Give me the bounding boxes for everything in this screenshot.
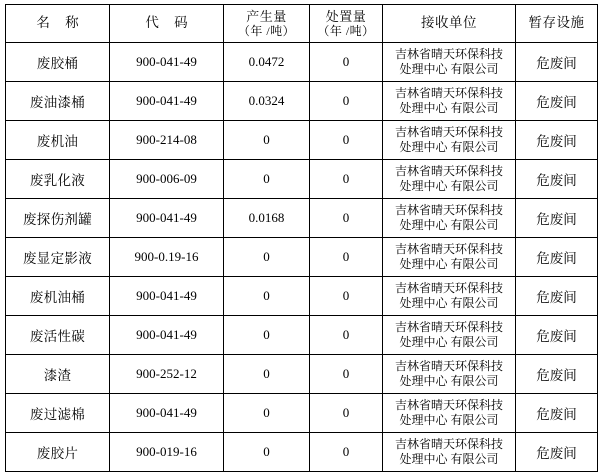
cell-generation-amount: 0 [224, 277, 310, 316]
cell-receiving-unit-line1: 吉林省晴天环保科技 [394, 320, 503, 334]
cell-receiving-unit [383, 43, 516, 82]
cell-receiving-unit-line2: 处理中心 有限公司 [399, 374, 499, 388]
cell-waste-code: 900-041-49 [110, 277, 224, 316]
cell-generation-amount: 0 [224, 160, 310, 199]
cell-receiving-unit-line1: 吉林省晴天环保科技 [394, 203, 503, 217]
cell-disposal-amount: 0 [310, 121, 383, 160]
cell-receiving-unit-line2: 处理中心 有限公司 [399, 101, 499, 115]
cell-receiving-unit-line1: 吉林省晴天环保科技 [394, 359, 503, 373]
column-header-receiving-unit: 接收单位 [383, 5, 516, 43]
cell-receiving-unit [383, 160, 516, 199]
cell-receiving-unit-line2: 处理中心 有限公司 [399, 62, 499, 76]
table-body [6, 43, 598, 472]
table-row [6, 43, 598, 82]
cell-generation-amount: 0 [224, 238, 310, 277]
cell-receiving-unit-line1: 吉林省晴天环保科技 [394, 281, 503, 295]
table-row [6, 82, 598, 121]
cell-storage-facility: 危废间 [516, 394, 598, 433]
cell-generation-amount: 0.0472 [224, 43, 310, 82]
column-header-generation [224, 5, 310, 43]
cell-receiving-unit-line2: 处理中心 有限公司 [399, 452, 499, 466]
cell-waste-name: 废机油 [6, 121, 110, 160]
cell-waste-code: 900-041-49 [110, 199, 224, 238]
table-row [6, 238, 598, 277]
cell-receiving-unit-line1: 吉林省晴天环保科技 [394, 398, 503, 412]
table-row [6, 160, 598, 199]
cell-waste-name: 废机油桶 [6, 277, 110, 316]
cell-storage-facility: 危废间 [516, 355, 598, 394]
cell-storage-facility: 危废间 [516, 316, 598, 355]
cell-storage-facility: 危废间 [516, 82, 598, 121]
cell-receiving-unit-line1: 吉林省晴天环保科技 [394, 47, 503, 61]
cell-waste-code: 900-214-08 [110, 121, 224, 160]
cell-storage-facility: 危废间 [516, 277, 598, 316]
cell-waste-code: 900-041-49 [110, 394, 224, 433]
table-row [6, 121, 598, 160]
cell-generation-amount: 0.0324 [224, 82, 310, 121]
cell-disposal-amount: 0 [310, 277, 383, 316]
column-header-code [110, 5, 224, 43]
column-header-disposal [310, 5, 383, 43]
cell-disposal-amount: 0 [310, 394, 383, 433]
cell-receiving-unit [383, 199, 516, 238]
cell-waste-name: 废活性碳 [6, 316, 110, 355]
table-row [6, 277, 598, 316]
table-header [6, 5, 598, 43]
column-header-name-label: 名 称 [36, 15, 85, 31]
cell-receiving-unit [383, 394, 516, 433]
document-page [0, 4, 602, 468]
cell-waste-name: 废胶桶 [6, 43, 110, 82]
cell-disposal-amount: 0 [310, 82, 383, 121]
column-header-code-label: 代 码 [145, 15, 194, 31]
column-header-name [6, 5, 110, 43]
cell-receiving-unit [383, 82, 516, 121]
table-row [6, 199, 598, 238]
cell-disposal-amount: 0 [310, 433, 383, 472]
cell-receiving-unit-line1: 吉林省晴天环保科技 [394, 86, 503, 100]
cell-waste-name: 废乳化液 [6, 160, 110, 199]
cell-generation-amount: 0 [224, 121, 310, 160]
cell-generation-amount: 0 [224, 394, 310, 433]
cell-waste-name: 废胶片 [6, 433, 110, 472]
cell-generation-amount: 0.0168 [224, 199, 310, 238]
column-header-disposal-label [310, 9, 382, 39]
table-row [6, 433, 598, 472]
cell-generation-amount: 0 [224, 316, 310, 355]
cell-disposal-amount: 0 [310, 238, 383, 277]
table-row [6, 394, 598, 433]
cell-disposal-amount: 0 [310, 199, 383, 238]
cell-waste-name: 废过滤棉 [6, 394, 110, 433]
cell-waste-code: 900-041-49 [110, 82, 224, 121]
cell-waste-code: 900-019-16 [110, 433, 224, 472]
cell-waste-name: 废显定影液 [6, 238, 110, 277]
cell-receiving-unit-line2: 处理中心 有限公司 [399, 218, 499, 232]
cell-waste-name: 废探伤剂罐 [6, 199, 110, 238]
cell-receiving-unit-line1: 吉林省晴天环保科技 [394, 125, 503, 139]
cell-receiving-unit-line2: 处理中心 有限公司 [399, 179, 499, 193]
cell-generation-amount: 0 [224, 433, 310, 472]
cell-waste-code: 900-041-49 [110, 316, 224, 355]
cell-storage-facility: 危废间 [516, 199, 598, 238]
table-row [6, 316, 598, 355]
cell-storage-facility: 危废间 [516, 121, 598, 160]
cell-disposal-amount: 0 [310, 43, 383, 82]
cell-waste-code: 900-0.19-16 [110, 238, 224, 277]
column-header-generation-label [224, 9, 309, 39]
table-row [6, 355, 598, 394]
cell-receiving-unit-line2: 处理中心 有限公司 [399, 140, 499, 154]
cell-receiving-unit-line1: 吉林省晴天环保科技 [394, 437, 503, 451]
cell-storage-facility: 危废间 [516, 43, 598, 82]
cell-receiving-unit [383, 355, 516, 394]
cell-receiving-unit [383, 316, 516, 355]
cell-disposal-amount: 0 [310, 160, 383, 199]
cell-storage-facility: 危废间 [516, 433, 598, 472]
cell-receiving-unit-line2: 处理中心 有限公司 [399, 335, 499, 349]
cell-generation-amount: 0 [224, 355, 310, 394]
cell-receiving-unit-line1: 吉林省晴天环保科技 [394, 242, 503, 256]
cell-receiving-unit-line2: 处理中心 有限公司 [399, 257, 499, 271]
cell-disposal-amount: 0 [310, 355, 383, 394]
cell-receiving-unit [383, 433, 516, 472]
cell-waste-code: 900-252-12 [110, 355, 224, 394]
column-header-generation-line1: 产生量 [246, 8, 287, 24]
cell-waste-code: 900-041-49 [110, 43, 224, 82]
cell-receiving-unit [383, 277, 516, 316]
column-header-disposal-line1: 处置量 [325, 8, 367, 24]
cell-receiving-unit [383, 121, 516, 160]
cell-receiving-unit [383, 238, 516, 277]
cell-waste-code: 900-006-09 [110, 160, 224, 199]
cell-receiving-unit-line1: 吉林省晴天环保科技 [394, 164, 503, 178]
cell-waste-name: 漆渣 [6, 355, 110, 394]
cell-receiving-unit-line2: 处理中心 有限公司 [399, 413, 499, 427]
cell-disposal-amount: 0 [310, 316, 383, 355]
column-header-storage-facility: 暂存设施 [516, 5, 598, 43]
cell-receiving-unit-line2: 处理中心 有限公司 [399, 296, 499, 310]
cell-storage-facility: 危废间 [516, 160, 598, 199]
column-header-disposal-line2: （年 /吨） [317, 24, 375, 39]
cell-storage-facility: 危废间 [516, 238, 598, 277]
table-header-row [6, 5, 598, 43]
column-header-generation-line2: （年 /吨） [237, 24, 296, 39]
cell-waste-name: 废油漆桶 [6, 82, 110, 121]
hazardous-waste-table [5, 4, 598, 472]
